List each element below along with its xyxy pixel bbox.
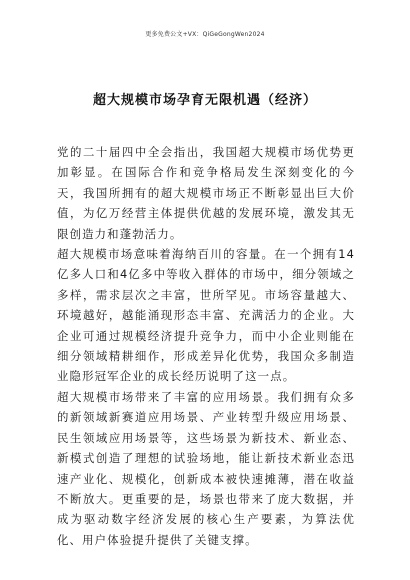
document-title: 超大规模市场孕育无限机遇（经济） (92, 93, 317, 108)
document-body (57, 142, 355, 550)
paragraph-3: 超大规模市场带来了丰富的应用场景。我们拥有众多的新领域新赛道应用场景、产业转型升级应用场景、民生领域应用场景等，这些场景为新技术、新业态、新模式创造了理想的试验场地，能让新技术新业态迅速产业化、规模化，创新成本被快速摊薄，潜在收益不断放大。更重要的是，场景也带来了庞大数据，并成为驱动数字经济发展的核心生产要素，为算法优化、用户体验提升提供了关键支撑。 (57, 389, 355, 547)
paragraph-1: 党的二十届四中全会指出，我国超大规模市场优势更加彰显。在国际合作和竞争格局发生深刻变化的今天，我国所拥有的超大规模市场正不断彰显出巨大价值，为亿万经营主体提供优越的发展环境，激发其无限创造力和蓬勃活力。 (57, 145, 355, 241)
header-note: 更多免费公文+VX：QiGeGongWen2024 (145, 31, 265, 38)
paragraph-2: 超大规模市场意味着海纳百川的容量。在一个拥有14亿多人口和4亿多中等收入群体的市场中，细分领域之多样，需求层次之丰富，世所罕见。市场容量越大、环境越好，越能涌现形态丰富、充满活力的企业。大企业可通过规模经济提升竞争力，而中小企业则能在细分领域精耕细作，形成差异化优势，我国众多制造业隐形冠军企业的成长经历说明了这一点。 (57, 247, 355, 384)
